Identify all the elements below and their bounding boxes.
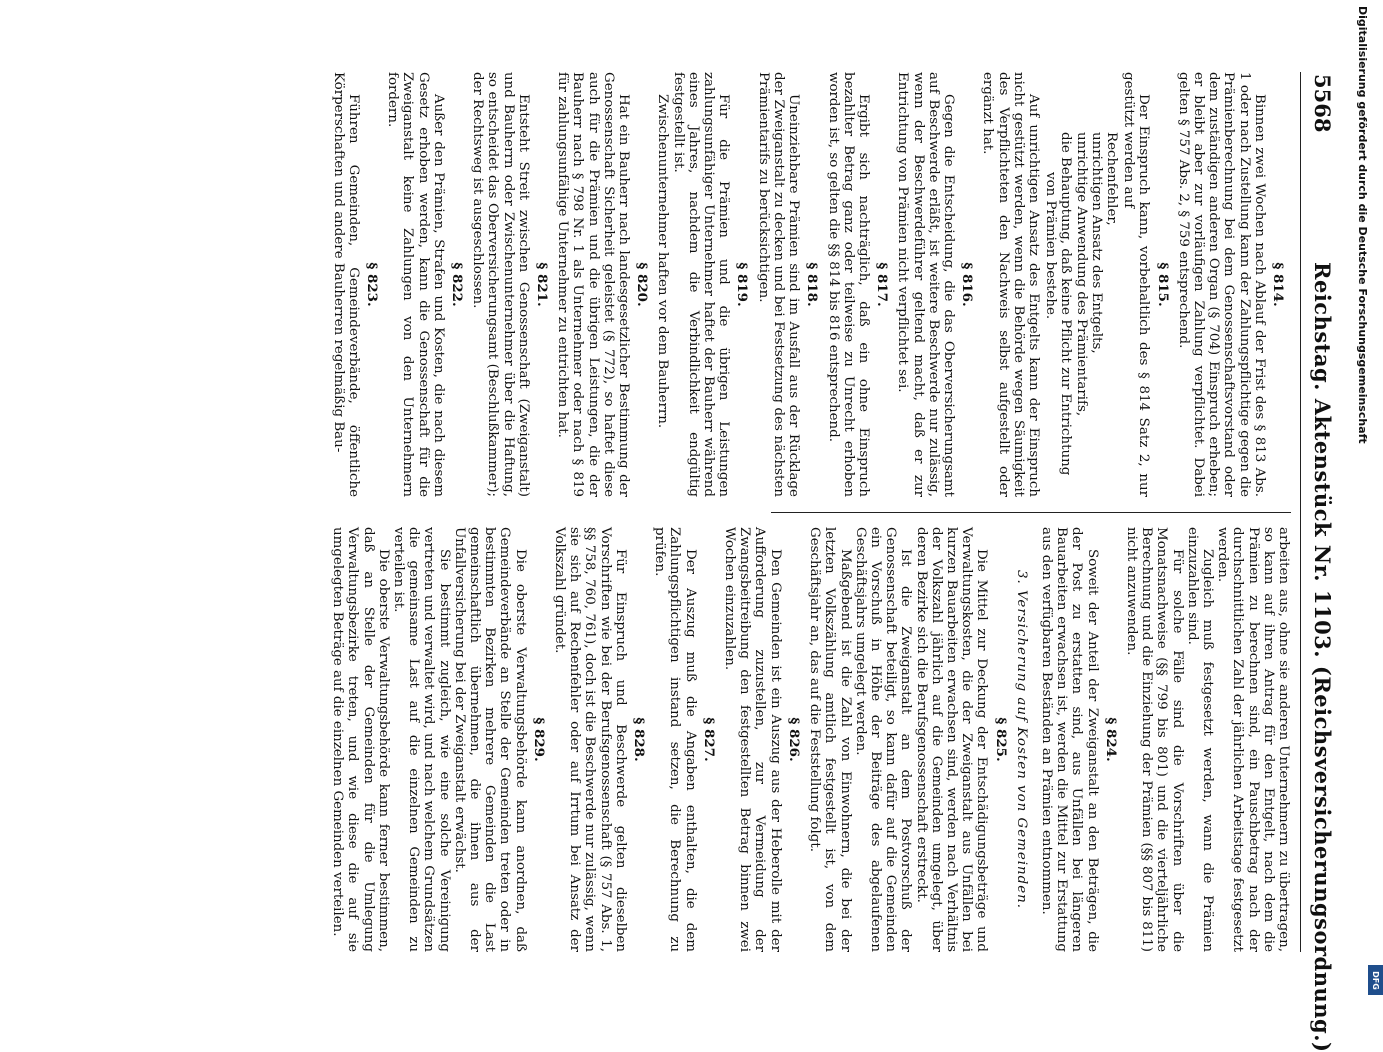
page-title: Reichstag. Aktenstück Nr. 1103. (Reichsversicherungsordnung.) [1310,262,1335,1052]
left-column [330,72,1291,497]
paragraph: Außer den Prämien, Strafen und Kosten, die nach diesem Gesetz erhoben werden, kann die Genossenschaft für die Zweiganstalt keine Zahlungen von den Unternehmern fordern. [385,72,446,497]
paragraph: Maßgebend ist die Zahl von Einwohnern, die bei der letzten Volkszählung amtlich festgestellt ist, von dem Geschäftsjahr an, das auf die Feststellung folgt. [807,527,853,952]
paragraph: Sie bestimmt zugleich, wie eine solche Vereinigung vertreten und verwaltet wird, und nach welchem Grundsätzen die gemeinsame Last auf die einzelnen Gemeinden zu verteilen ist. [391,527,452,952]
paragraph: arbeiten aus, ohne sie anderen Unternehmern zu übertragen, so kann auf ihren Antrag für den Entgelt, nach dem die Prämien zu berechnen sind, ein Pauschbetrag nach der durchschnittlichen Zahl der jährlichen Arbeitstage festgesetzt werden. [1215,527,1291,952]
paragraph: Zugleich muß festgesetzt werden, wann die Prämien einzuzahlen sind. [1184,527,1215,952]
section-heading: § 814. [1270,262,1286,307]
section-heading: § 816. [959,262,976,307]
section-heading: § 827. [700,717,717,762]
section-heading: § 821. [534,262,551,307]
paragraph: Entsteht Streit zwischen Genossenschaft (Zweiganstalt) und Bauherrn oder Zwischenunternehmer über die Haftung, so entscheidet das Oberversicherungsamt (Beschlußkammer); der Rechtsweg ist ausgeschlossen. [470,72,531,497]
column-divider [771,512,1291,513]
paragraph: Zwischenunternehmer haften vor dem Bauherrn. [655,94,671,429]
page-header [1300,72,1341,1052]
paragraph: Führen Gemeinden, Gemeindeverbände, öffentliche Körperschaften und andere Bauherren regelmäßig Bau- [330,72,361,497]
list-item: die Behauptung, daß keine Pflicht zur Entrichtung [1058,132,1074,476]
paragraph: Ergibt sich nachträglich, daß ein ohne Einspruch bezahlter Betrag ganz oder teilweise zu Unrecht erhoben worden ist, so gelten die §§ 814 bis 816 entsprechend. [825,72,871,497]
section-heading: § 828. [631,717,648,762]
paragraph: Für Einspruch und Beschwerde gelten dieselben Vorschriften wie bei der Berufsgenossenschaft (§ 757 Abs. 1, §§ 758, 760, 761), doch ist die Beschwerde nur zulässig, wenn sie sich auf Rechenfehler oder auf Irrtum bei Ansatz der Volkszahl gründet. [552,527,628,952]
dfg-logo: DFG [1368,965,1383,995]
section-heading: § 829. [530,717,547,762]
paragraph: Auf unrichtigen Ansatz des Entgelts kann der Einspruch nicht gestützt werden, wenn die Behörde wegen Säumigkeit des Verpflichteten den Nachweis selbst aufgestellt oder ergänzt hat. [980,72,1041,497]
section-heading: § 817. [874,262,891,307]
right-column [330,527,1291,952]
paragraph: Ist die Zweiganstalt an dem Postvorschuß der Genossenschaft beteiligt, so kann dafür auf die Gemeinden ein Vorschuß in Höhe der Beiträge des abgelaufenen Geschäftsjahrs umgelegt werden. [852,527,914,952]
section-heading: § 819. [734,262,751,307]
section-heading: § 824. [1102,717,1119,762]
paragraph: Uneinziehbare Prämien sind im Ausfall aus der Rücklage der Zweiganstalt zu decken und bei Festsetzung des nächsten Prämientarifs zu berücksichtigen. [755,72,802,497]
subsection-heading: 3. Versicherung auf Kosten von Gemeinden. [1013,569,1029,910]
list-item: unrichtige Anwendung des Prämientarifs, [1073,132,1089,417]
paragraph: Für solche Fälle sind die Vorschriften über die Monatsnachweise (§§ 799 bis 801) und die vierteljährliche Berechnung und die Einziehung der Prämien (§§ 807 bis 811) nicht anzuwenden. [1123,527,1185,952]
paragraph: Die oberste Verwaltungsbehörde kann anordnen, daß Gemeindeverbände an Stelle der Gemeinden treten oder in bestimmten Bezirken mehrere Gemeinden die Last gemeinschaftlich übernehmen, die ihnen aus der Unfallversicherung bei der Zweiganstalt erwächst. [451,527,528,952]
digitization-credit: Digitalisierung gefördert durch die Deutsche Forschungsgemeinschaft [1356,6,1369,444]
paragraph: Die oberste Verwaltungsbehörde kann ferner bestimmen, daß an Stelle der Gemeinden für die Umlegung Verwaltungsbezirke treten, und wie diese die auf sie umgelegten Beträge auf die einzelnen Gemeinden verteilen. [330,527,391,952]
section-heading: § 820. [634,262,651,307]
paragraph: Der Auszug muß die Angaben enthalten, die dem Zahlungspflichtigen instand setzen, die Berechnung zu prüfen. [652,527,698,952]
paragraph: Den Gemeinden ist ein Auszug aus der Heberolle mit der Aufforderung zuzustellen, zur Vermeidung der Zwangsbeitreibung den festgestellten Betrag binnen zwei Wochen einzuzahlen. [722,527,783,952]
list-item: unrichtigen Ansatz des Entgelts, [1088,132,1104,354]
paragraph: Binnen zwei Wochen nach Ablauf der Frist des § 813 Abs. 1 oder nach Zustellung kann der Zahlungspflichtige gegen die Prämienberechnung bei dem Genossenschaftsvorstand oder dem zuständigen anderen Organ (§ 704) Einspruch erheben; er bleibt aber zur vorläufigen Zahlung verpflichtet. Dabei gelten § 757 Abs. 2, § 759 entsprechend. [1175,72,1267,497]
paragraph: Soweit der Anteil der Zweiganstalt an den Beträgen, die der Post zu erstatten sind, aus Unfällen bei längeren Bauarbeiten erwachsen ist, werden die Mittel zur Erstattung aus den verfügbaren Beständen an Prämien entnommen. [1038,527,1100,952]
section-heading: § 823. [364,262,381,307]
section-heading: § 825. [992,717,1009,762]
paragraph: Der Einspruch kann, vorbehaltlich des § 814 Satz 2, nur gestützt werden auf [1121,72,1152,497]
section-heading: § 818. [804,262,821,307]
list-item: von Prämien bestehe. [1043,172,1059,320]
section-heading: § 815. [1154,262,1171,307]
paragraph: Für die Prämien und die übrigen Leistungen zahlungsunfähiger Unternehmer haftet der Bauherr während eines Jahres, nachdem die Verbindlichkeit endgültig festgestellt ist. [670,72,732,497]
paragraph: Hat ein Bauherr nach landesgesetzlicher Bestimmung der Genossenschaft Sicherheit geleistet (§ 772), so haftet diese auch für die Prämien und die übrigen Leistungen, die der Bauherr nach § 798 Nr. 1 als Unternehmer oder nach § 819 für zahlungsunfähige Unternehmer zu entrichten hat. [555,72,632,497]
rotated-document-page [51,72,1341,1052]
section-heading: § 826. [785,717,802,762]
criteria-list [1043,132,1119,497]
paragraph: Gegen die Entscheidung, die das Oberversicherungsamt auf Beschwerde erläßt, ist weitere Beschwerde nur zulässig, wenn der Beschwerdeführer geltend macht, daß er zur Entrichtung von Prämien nicht verpflichtet sei. [895,72,956,497]
list-item: Rechenfehler, [1103,132,1119,226]
section-heading: § 822. [449,262,466,307]
page-number: 5568 [1310,74,1335,133]
paragraph: Die Mittel zur Deckung der Entschädigungsbeträge und Verwaltungskosten, die der Zweiganstalt aus Unfällen bei kurzen Bauarbeiten erwachsen sind, werden nach Verhältnis der Volkszahl jährlich auf die Gemeinden umgelegt, über deren Bezirke sich die Berufsgenossenschaft erstreckt. [913,527,990,952]
